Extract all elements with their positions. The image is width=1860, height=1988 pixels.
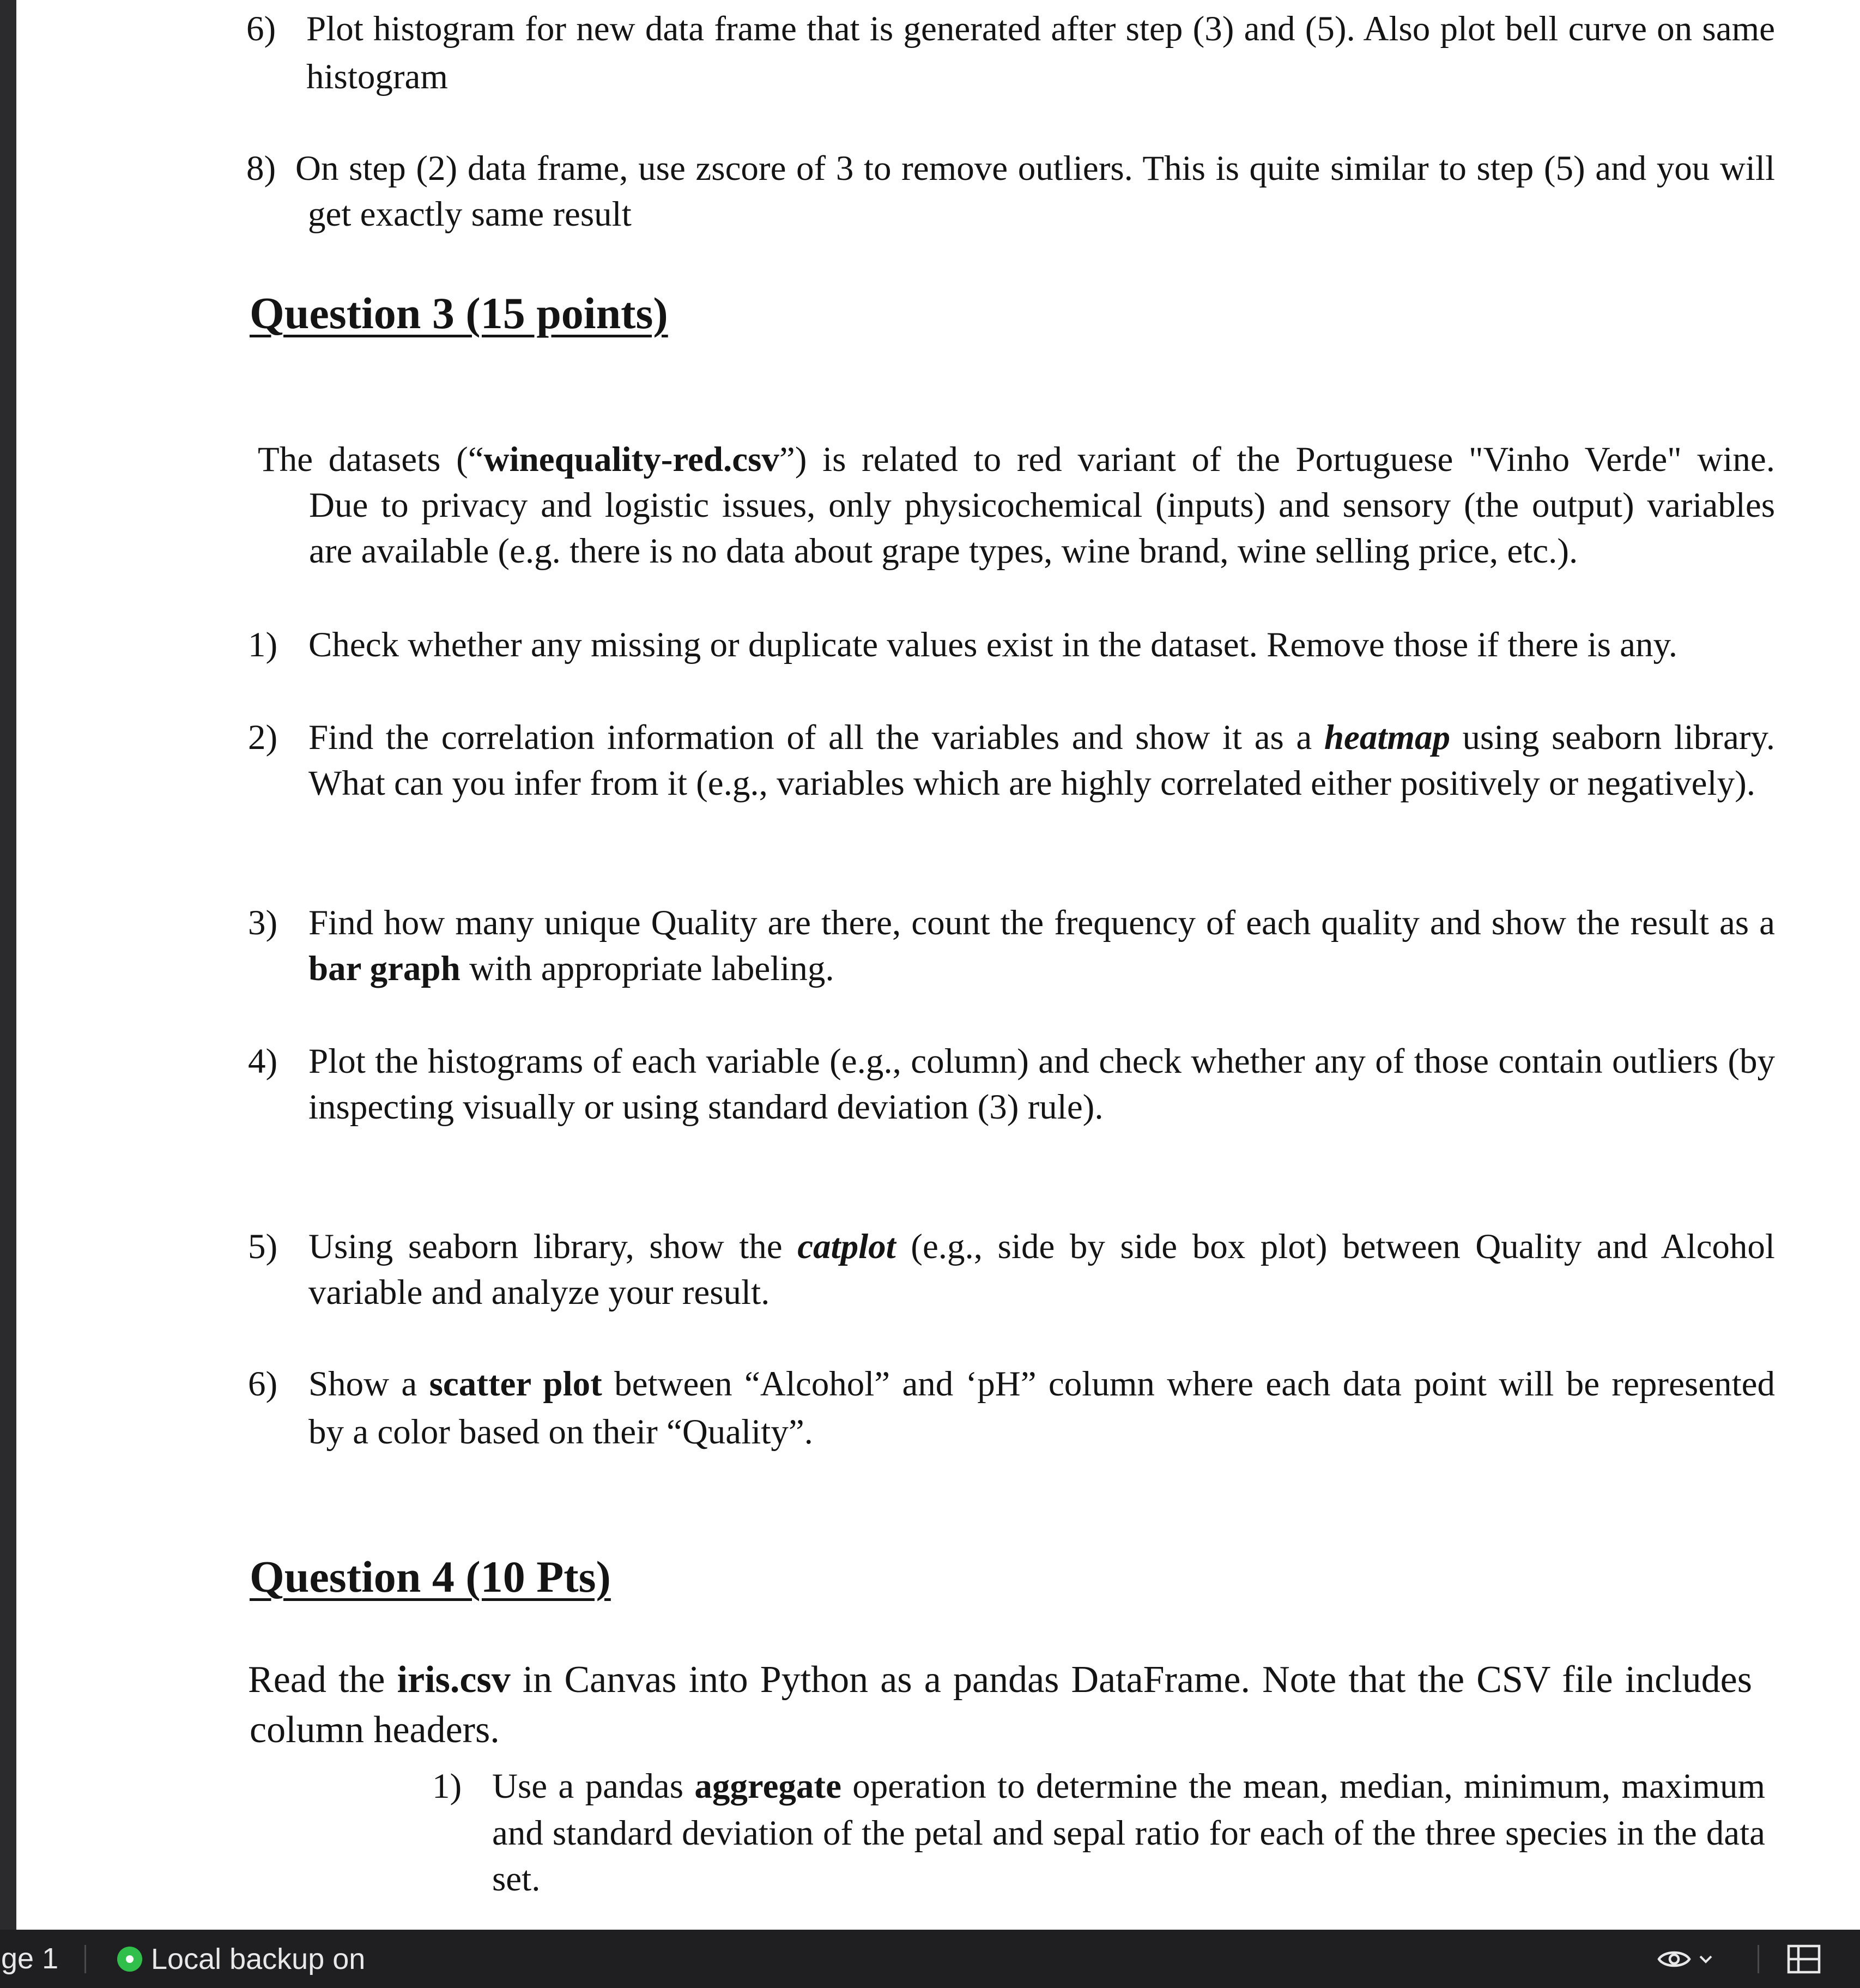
question3-heading: Question 3 (15 points) xyxy=(250,288,668,338)
q4-item1-line2: and standard deviation of the petal and sepal ratio for each of the three species in the data xyxy=(492,1814,1765,1853)
q3-item5-line2: variable and analyze your result. xyxy=(308,1273,770,1312)
q3-item4-line2: inspecting visually or using standard deviation (3) rule). xyxy=(308,1087,1104,1127)
eye-icon xyxy=(1657,1946,1692,1972)
aggregate-keyword: aggregate xyxy=(694,1767,841,1806)
q3-item2-number: 2) xyxy=(248,718,278,757)
q3-intro-line3: are available (e.g. there is no data about grape types, wine brand, wine selling price, etc.). xyxy=(309,531,1578,571)
q3-item6-number: 6) xyxy=(248,1364,278,1404)
prev-q8-number: 8) xyxy=(246,149,276,188)
prev-q6-line2: histogram xyxy=(306,57,448,96)
prev-q6-line1: Plot histogram for new data frame that is generated after step (3) and (5). Also plot bell curve on same xyxy=(306,9,1775,49)
q4-item1-number: 1) xyxy=(432,1767,462,1806)
q3-item1-line1: Check whether any missing or duplicate values exist in the dataset. Remove those if there is any. xyxy=(308,625,1678,664)
q3-item3-line1: Find how many unique Quality are there, count the frequency of each quality and show the result as a xyxy=(308,903,1775,942)
q4-intro-line2: column headers. xyxy=(250,1709,500,1751)
q3-item2-line1: Find the correlation information of all the variables and show it as a heatmap using seaborn library. xyxy=(308,718,1775,757)
divider xyxy=(1758,1945,1759,1973)
q3-intro-line1: The datasets (“winequality-red.csv”) is related to red variant of the Portuguese "Vinho Verde" wine. xyxy=(258,440,1775,479)
prev-q6-number: 6) xyxy=(246,9,276,49)
q3-item6-line2: by a color based on their “Quality”. xyxy=(308,1412,813,1452)
q4-item1-line3: set. xyxy=(492,1859,541,1899)
q3-item4-line1: Plot the histograms of each variable (e.g., column) and check whether any of those contain outliers (by xyxy=(308,1042,1775,1081)
q3-item6-line1: Show a scatter plot between “Alcohol” and ‘pH” column where each data point will be represented xyxy=(308,1364,1775,1404)
q4-item1-line1: Use a pandas aggregate operation to determine the mean, median, minimum, maximum xyxy=(492,1767,1766,1806)
q4-intro-line1: Read the iris.csv in Canvas into Python as a pandas DataFrame. Note that the CSV file includes xyxy=(248,1659,1752,1701)
view-mode-button[interactable] xyxy=(1657,1942,1733,1977)
layout-icon[interactable] xyxy=(1782,1943,1826,1975)
catplot-keyword: catplot xyxy=(797,1227,896,1266)
iris-filename: iris.csv xyxy=(397,1659,511,1701)
heatmap-keyword: heatmap xyxy=(1324,718,1450,757)
check-circle-icon xyxy=(117,1947,142,1972)
divider xyxy=(84,1945,86,1973)
page-indicator[interactable]: ge 1 xyxy=(1,1942,59,1975)
q3-item2-line2: What can you infer from it (e.g., variables which are highly correlated either positively or negatively). xyxy=(308,764,1755,803)
prev-q8-line1: On step (2) data frame, use zscore of 3 to remove outliers. This is quite similar to step (5) and you will xyxy=(295,149,1775,188)
scatter-plot-keyword: scatter plot xyxy=(429,1364,602,1404)
q3-intro-line2: Due to privacy and logistic issues, only physicochemical (inputs) and sensory (the output) variables xyxy=(309,486,1775,525)
prev-q8-line2: get exactly same result xyxy=(308,195,632,234)
local-backup-label: Local backup on xyxy=(151,1942,366,1975)
q3-item3-number: 3) xyxy=(248,903,278,942)
q3-item5-number: 5) xyxy=(248,1227,278,1266)
status-bar xyxy=(0,1930,1860,1988)
chevron-down-icon xyxy=(1698,1954,1713,1965)
q3-item4-number: 4) xyxy=(248,1042,278,1081)
q3-item5-line1: Using seaborn library, show the catplot (e.g., side by side box plot) between Quality and Alcohol xyxy=(308,1227,1775,1266)
dataset-filename: winequality-red.csv xyxy=(483,440,779,479)
q3-item1-number: 1) xyxy=(248,625,278,664)
bar-graph-keyword: bar graph xyxy=(308,949,461,988)
q3-item3-line2: bar graph with appropriate labeling. xyxy=(308,949,834,988)
local-backup-status[interactable] xyxy=(117,1930,365,1988)
question4-heading: Question 4 (10 Pts) xyxy=(250,1552,611,1602)
